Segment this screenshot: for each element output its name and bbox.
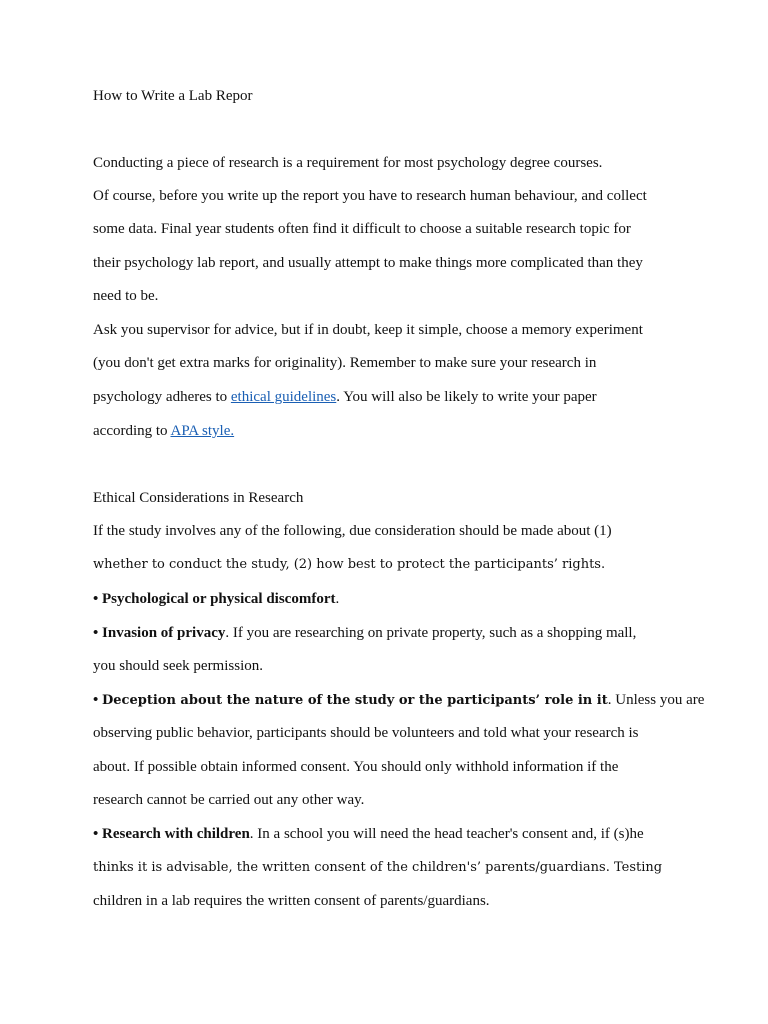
bullet-marker: • [93, 826, 103, 842]
intro-line-2: Of course, before you write up the report you have to research human behaviour, and collect [93, 188, 647, 204]
intro-line-4: their psychology lab report, and usually attempt to make things more complicated than they [93, 255, 643, 271]
ethical-guidelines-link[interactable]: ethical guidelines [230, 389, 337, 405]
bullet-marker: • [93, 591, 103, 607]
bullet-deception-line-2: observing public behavior, participants should be volunteers and told what your research is [93, 725, 639, 741]
document-title: How to Write a Lab Repor [93, 88, 253, 104]
bullet-deception-line-4: research cannot be carried out any other way. [93, 792, 365, 808]
bullet-deception-line-3: about. If possible obtain informed consent. You should only withhold information if the [93, 759, 619, 775]
bullet-discomfort-text: . [335, 591, 340, 607]
intro-line-9-start: according to [93, 423, 171, 439]
bullet-privacy-line-2: you should seek permission. [93, 658, 263, 674]
bullet-deception-title: Deception about the nature of the study or the participants’ role in it [102, 693, 608, 708]
bullet-children-line-2: thinks it is advisable, the written consent of the children's’ parents/guardians. Testing [93, 860, 663, 875]
bullet-privacy-text: . If you are researching on private property, such as a shopping mall, [225, 625, 637, 641]
bullet-marker: • [93, 625, 103, 641]
intro-line-8-end: . You will also be likely to write your paper [336, 389, 597, 405]
intro-line-5: need to be. [93, 288, 159, 304]
ethics-intro-line-2: whether to conduct the study, (2) how best to protect the participants’ rights. [93, 557, 606, 572]
apa-style-link[interactable]: APA style. [170, 423, 235, 439]
bullet-privacy-title: Invasion of privacy [102, 625, 226, 641]
intro-line-1: Conducting a piece of research is a requirement for most psychology degree courses. [93, 155, 603, 171]
ethics-intro-line-1: If the study involves any of the following, due consideration should be made about (1) [93, 523, 612, 539]
bullet-discomfort-title: Psychological or physical discomfort [102, 591, 336, 607]
bullet-children-title: Research with children [102, 826, 250, 842]
intro-line-6: Ask you supervisor for advice, but if in doubt, keep it simple, choose a memory experiment [93, 322, 643, 338]
ethics-heading: Ethical Considerations in Research [93, 490, 304, 506]
bullet-discomfort [93, 590, 339, 608]
bullet-deception [93, 691, 704, 710]
intro-line-8 [93, 388, 597, 406]
intro-line-3: some data. Final year students often find it difficult to choose a suitable research topic for [93, 221, 631, 237]
bullet-privacy [93, 624, 636, 642]
intro-line-8-start: psychology adheres to [93, 389, 231, 405]
bullet-children-text: . In a school you will need the head teacher's consent and, if (s)he [249, 826, 644, 842]
bullet-marker: • [93, 692, 103, 708]
bullet-children [93, 825, 644, 843]
bullet-deception-text: . Unless you are [607, 692, 705, 708]
bullet-children-line-3: children in a lab requires the written consent of parents/guardians. [93, 893, 490, 909]
intro-line-7: (you don't get extra marks for originality). Remember to make sure your research in [93, 355, 597, 371]
intro-line-9 [93, 422, 234, 440]
